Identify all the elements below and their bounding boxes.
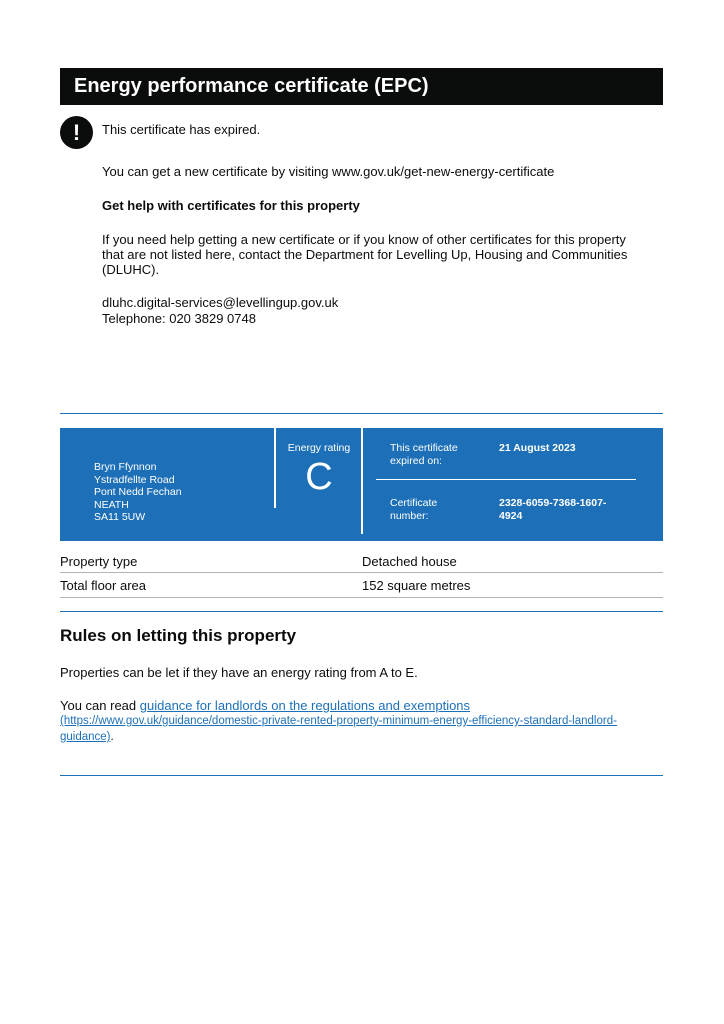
page-title: Energy performance certificate (EPC) [60, 68, 663, 105]
expired-on-label: This certificate expired on: [390, 442, 458, 467]
section-divider [60, 413, 663, 414]
panel-divider [274, 428, 276, 508]
address-line: Bryn Ffynnon [94, 461, 157, 473]
expired-notice: This certificate has expired. [102, 122, 261, 137]
floor-area-label: Total floor area [60, 578, 146, 593]
property-address [94, 461, 182, 524]
certificate-number-label: Certificate number: [390, 497, 438, 522]
guidance-url-link[interactable]: guidance) [60, 731, 111, 743]
row-divider [60, 572, 663, 573]
address-line: SA11 5UW [94, 511, 146, 523]
address-line: NEATH [94, 498, 129, 511]
expiry-date: 21 August 2023 [499, 442, 576, 454]
letting-rule-text: Properties can be let if they have an energy rating from A to E. [60, 665, 418, 680]
section-divider [60, 611, 663, 612]
energy-rating-value: C [305, 456, 333, 498]
panel-divider [376, 479, 636, 480]
certificate-summary-panel [60, 428, 663, 541]
address-line: Pont Nedd Fechan [94, 486, 182, 498]
guidance-url-link[interactable]: (https://www.gov.uk/guidance/domestic-private-rented-property-minimum-energy-efficiency-standard-landlord- [60, 715, 617, 727]
help-text-line-1: If you need help getting a new certificate or if you know of other certificates for this property [102, 232, 626, 247]
help-heading: Get help with certificates for this property [102, 198, 360, 213]
property-type-label: Property type [60, 554, 138, 569]
help-text-line-2: that are not listed here, contact the Department for Levelling Up, Housing and Communities [102, 247, 628, 262]
row-divider [60, 597, 663, 598]
energy-rating-label: Energy rating [287, 442, 351, 454]
help-text-line-3: (DLUHC). [102, 262, 160, 277]
section-divider [60, 775, 663, 776]
guidance-url-end: guidance). [60, 731, 114, 743]
new-certificate-text: You can get a new certificate by visiting www.gov.uk/get-new-energy-certificate [102, 164, 555, 179]
guidance-link[interactable]: guidance for landlords on the regulations and exemptions [139, 698, 471, 713]
certificate-number: 2328-6059-7368-1607- 4924 [499, 497, 607, 522]
address-line: Ystradfellte Road [94, 473, 175, 486]
floor-area-value: 152 square metres [362, 578, 471, 593]
contact-telephone: Telephone: 020 3829 0748 [102, 311, 256, 326]
property-type-value: Detached house [362, 554, 457, 569]
panel-divider [361, 428, 363, 534]
exclamation-icon: ! [60, 116, 93, 149]
guidance-text: You can read guidance for landlords on the regulations and exemptions [60, 698, 471, 713]
contact-email: dluhc.digital-services@levellingup.gov.uk [102, 295, 339, 310]
letting-heading: Rules on letting this property [60, 626, 297, 645]
guidance-url [60, 714, 617, 729]
